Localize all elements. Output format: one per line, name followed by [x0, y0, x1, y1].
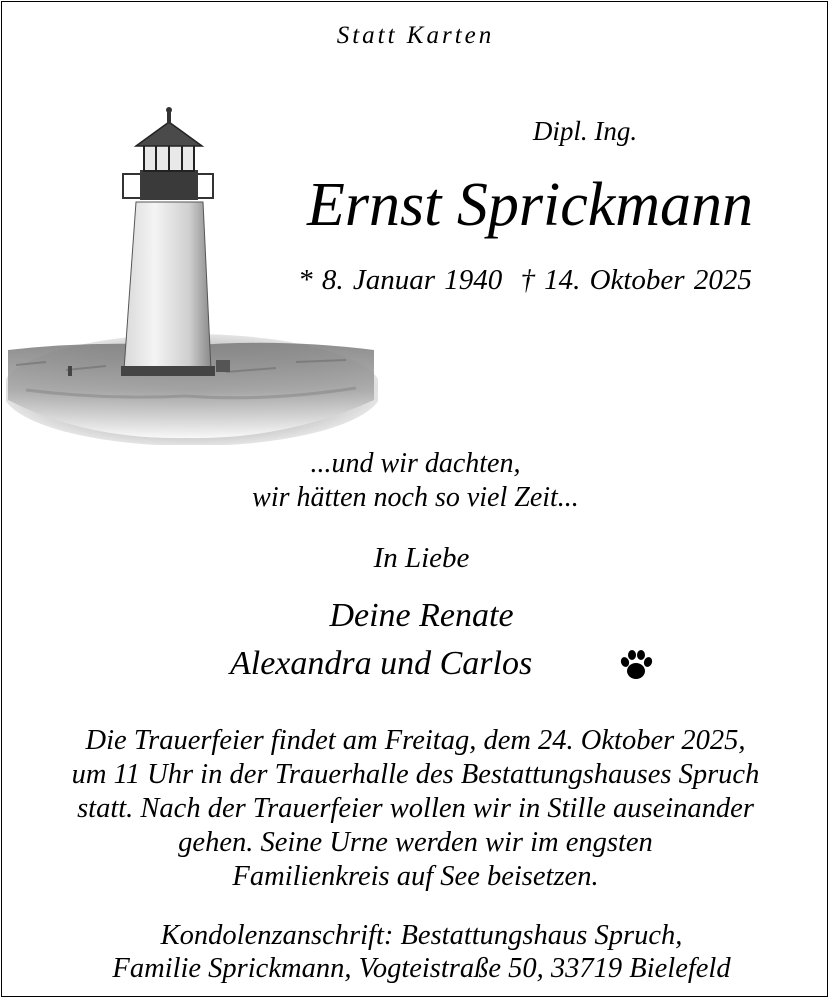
condolence-line-2: Familie Sprickmann, Vogteistraße 50, 33719 Bielefeld	[112, 953, 731, 984]
death-date: † 14. Oktober 2025	[520, 264, 752, 296]
signature-alexandra-carlos: Alexandra und Carlos	[230, 645, 533, 682]
signature-renate: Deine Renate	[329, 597, 514, 634]
condolence-line-1: Kondolenzanschrift: Bestattungshaus Spruch,	[160, 920, 683, 951]
deceased-name: Ernst Sprickmann	[306, 171, 754, 239]
life-dates	[260, 264, 790, 297]
funeral-text-line-4: gehen. Seine Urne werden wir im engsten	[178, 827, 653, 858]
header-statt-karten: Statt Karten	[336, 22, 495, 49]
paw-icon	[618, 647, 654, 683]
academic-title: Dipl. Ing.	[532, 116, 638, 146]
funeral-text-line-2: um 11 Uhr in der Trauerhalle des Bestattungshauses Spruch	[71, 759, 760, 790]
quote-line-1: ...und wir dachten,	[310, 448, 521, 479]
in-love-label: In Liebe	[373, 542, 470, 574]
funeral-text-line-1: Die Trauerfeier findet am Freitag, dem 24. Oktober 2025,	[85, 725, 746, 756]
funeral-text-line-5: Familienkreis auf See beisetzen.	[232, 861, 599, 892]
birth-date: * 8. Januar 1940	[298, 264, 503, 296]
quote-line-2: wir hätten noch so viel Zeit...	[252, 482, 579, 513]
funeral-text-line-3: statt. Nach der Trauerfeier wollen wir in Stille auseinander	[77, 793, 754, 824]
